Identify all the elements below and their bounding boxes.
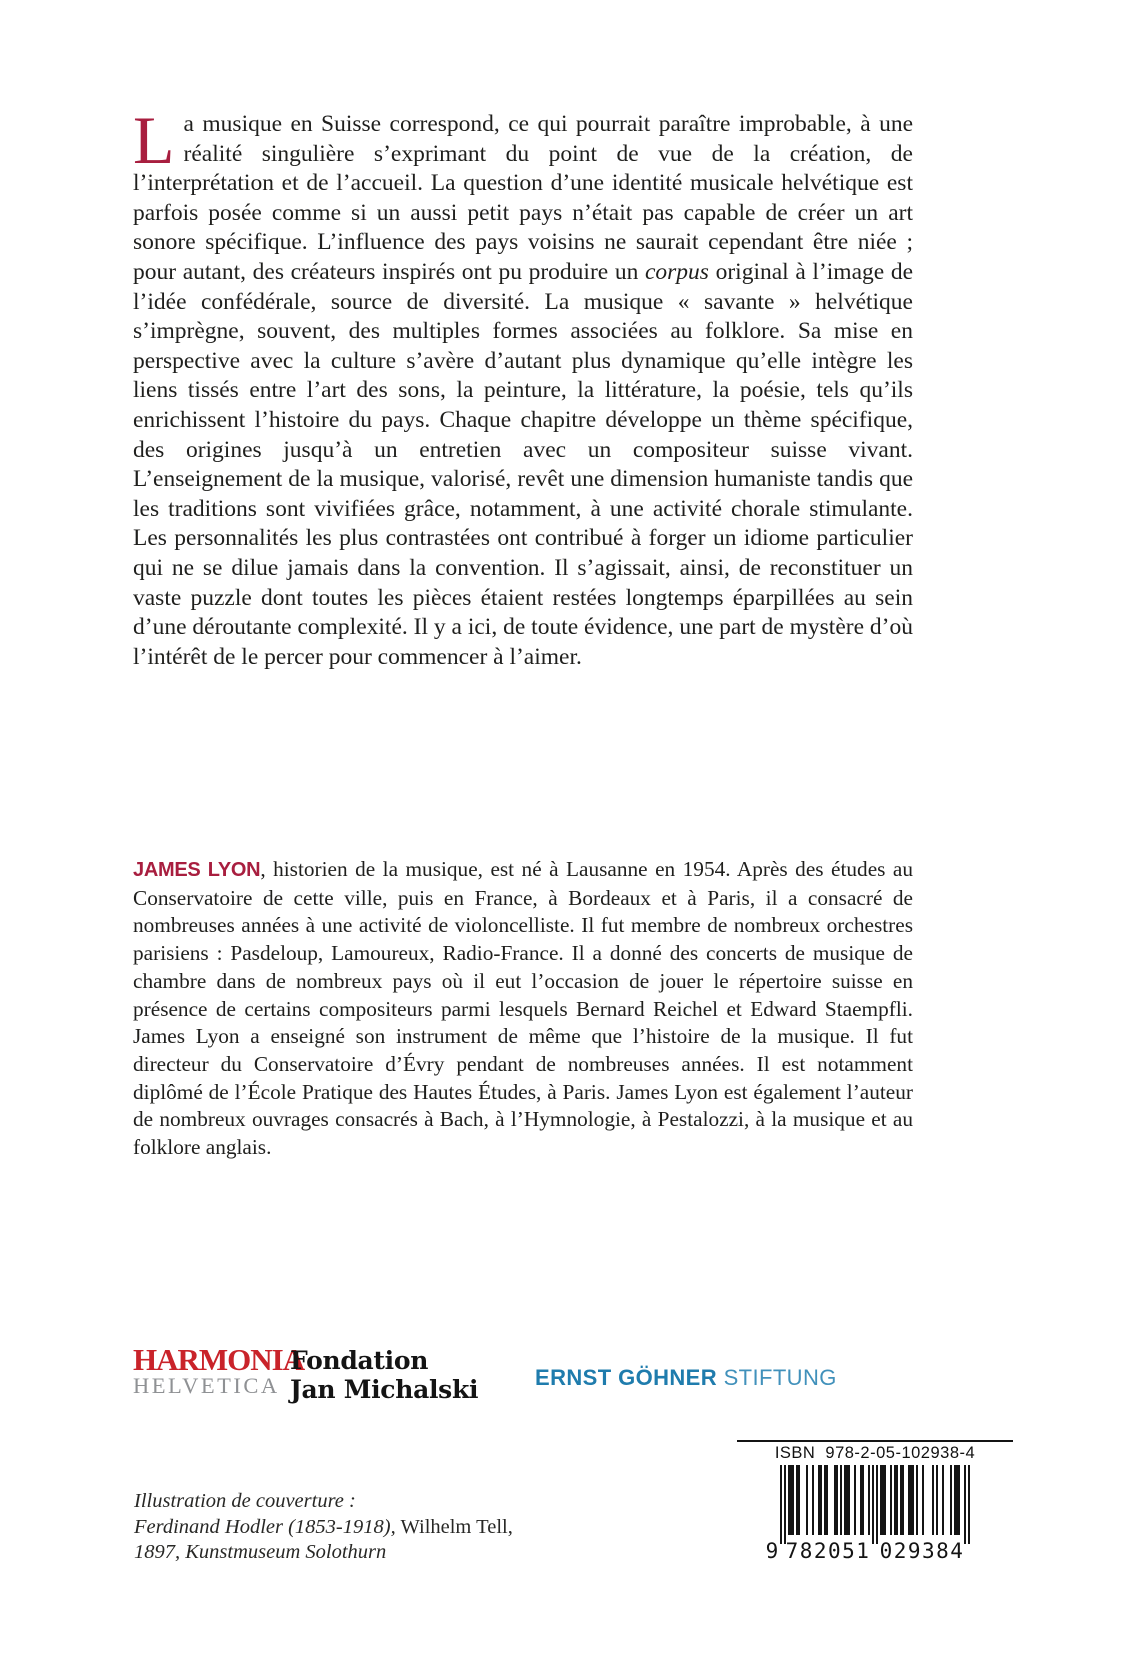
svg-text:9: 9 xyxy=(766,1539,779,1563)
synopsis-text-part2: original à l’image de l’idée confédérale, source de diversité. La musique « savante » helvétique s’imprègne, souvent, des multiples formes associées au folklore. Sa mise en perspective avec la culture s’avère d’autant plus dynamique qu’elle intègre les liens tissés entre l’art des sons, la peinture, la littérature, la poésie, tels qu’ils enrichissent l’histoire du pays. Chaque chapitre développe un thème spécifique, des origines jusqu’à un entretien avec un compositeur suisse vivant. L’enseignement de la musique, valorisé, revêt une dimension humaniste tandis que les traditions sont vivifiées grâce, notamment, à une activité chorale stimulante. Les personnalités les plus contrastées ont contribué à forger un idiome particulier qui ne se dilue jamais dans la convention. Il s’agissait, ainsi, de reconstituer un vaste puzzle dont toutes les pièces étaient restées longtemps éparpillées au sein d’une déroutante complexité. Il y a ici, de toute évidence, une part de mystère d’où l’intérêt de le percer pour commencer à l’aimer. xyxy=(133,258,913,670)
synopsis-text-part1: a musique en Suisse correspond, ce qui pourrait paraître improbable, à une réalité singulière s’exprimant du point de vue de la création, de l’interprétation et de l’accueil. La question d’une identité musicale helvétique est parfois posée comme si un aussi petit pays n’était pas capable de créer un art sonore spécifique. L’influence des pays voisins ne saurait cependant être niée ; pour autant, des créateurs inspirés ont pu produire un xyxy=(133,111,913,285)
isbn-barcode-block xyxy=(737,1440,1013,1563)
harmonia-logo-line1: HARMONIA xyxy=(133,1342,305,1377)
synopsis-italic-word: corpus xyxy=(644,258,709,285)
credit-line2-title: Wilhelm Tell, xyxy=(395,1515,513,1538)
gohner-logo-regular-text: STIFTUNG xyxy=(723,1365,837,1390)
isbn-label: ISBN 978-2-05-102938-4 xyxy=(774,1444,976,1462)
fondation-jan-michalski-logo xyxy=(290,1346,478,1404)
author-bio-text: , historien de la musique, est né à Lausanne en 1954. Après des études au Conservatoire de cette ville, puis en France, à Bordeaux et à Paris, il a consacré de nombreuses années à une activité de violoncelliste. Il fut membre de nombreux orchestres parisiens : Pasdeloup, Lamoureux, Radio-France. Il a donné des concerts de musique de chambre dans de nombreux pays où il eut l’occasion de jouer le répertoire suisse en présence de certains compositeurs parmi lesquels Bernard Reichel et Edward Staempfli. James Lyon a enseigné son instrument de même que l’histoire de la musique. Il fut directeur du Conservatoire d’Évry pendant de nombreuses années. Il est notamment diplômé de l’École Pratique des Hautes Études, à Paris. James Lyon est également l’auteur de nombreux ouvrages consacrés à Bach, à l’Hymnologie, à Pestalozzi, à la musique et au folklore anglais. xyxy=(133,857,913,1160)
synopsis-paragraph xyxy=(133,102,913,672)
cover-credit xyxy=(134,1489,513,1566)
gohner-logo-bold-text: ERNST GÖHNER xyxy=(535,1365,718,1390)
harmonia-helvetica-logo xyxy=(133,1342,305,1399)
drop-cap: L xyxy=(133,102,175,178)
michalski-logo-line1: Fondation xyxy=(290,1346,429,1375)
svg-text:029384: 029384 xyxy=(879,1539,965,1563)
svg-text:782051: 782051 xyxy=(785,1539,871,1563)
author-bio xyxy=(133,856,913,1162)
credit-line3: 1897, Kunstmuseum Solothurn xyxy=(134,1541,387,1563)
credit-line1: Illustration de couverture : xyxy=(134,1490,356,1512)
ernst-gohner-stiftung-logo xyxy=(535,1365,837,1391)
author-name: JAMES LYON xyxy=(133,859,261,881)
harmonia-logo-line2: HELVETICA xyxy=(133,1373,280,1398)
ean13-barcode xyxy=(766,1465,984,1563)
michalski-logo-line2: Jan Michalski xyxy=(290,1375,479,1404)
credit-line2-artist: Ferdinand Hodler (1853-1918), xyxy=(134,1515,396,1538)
sponsor-logos-row xyxy=(133,1342,913,1420)
